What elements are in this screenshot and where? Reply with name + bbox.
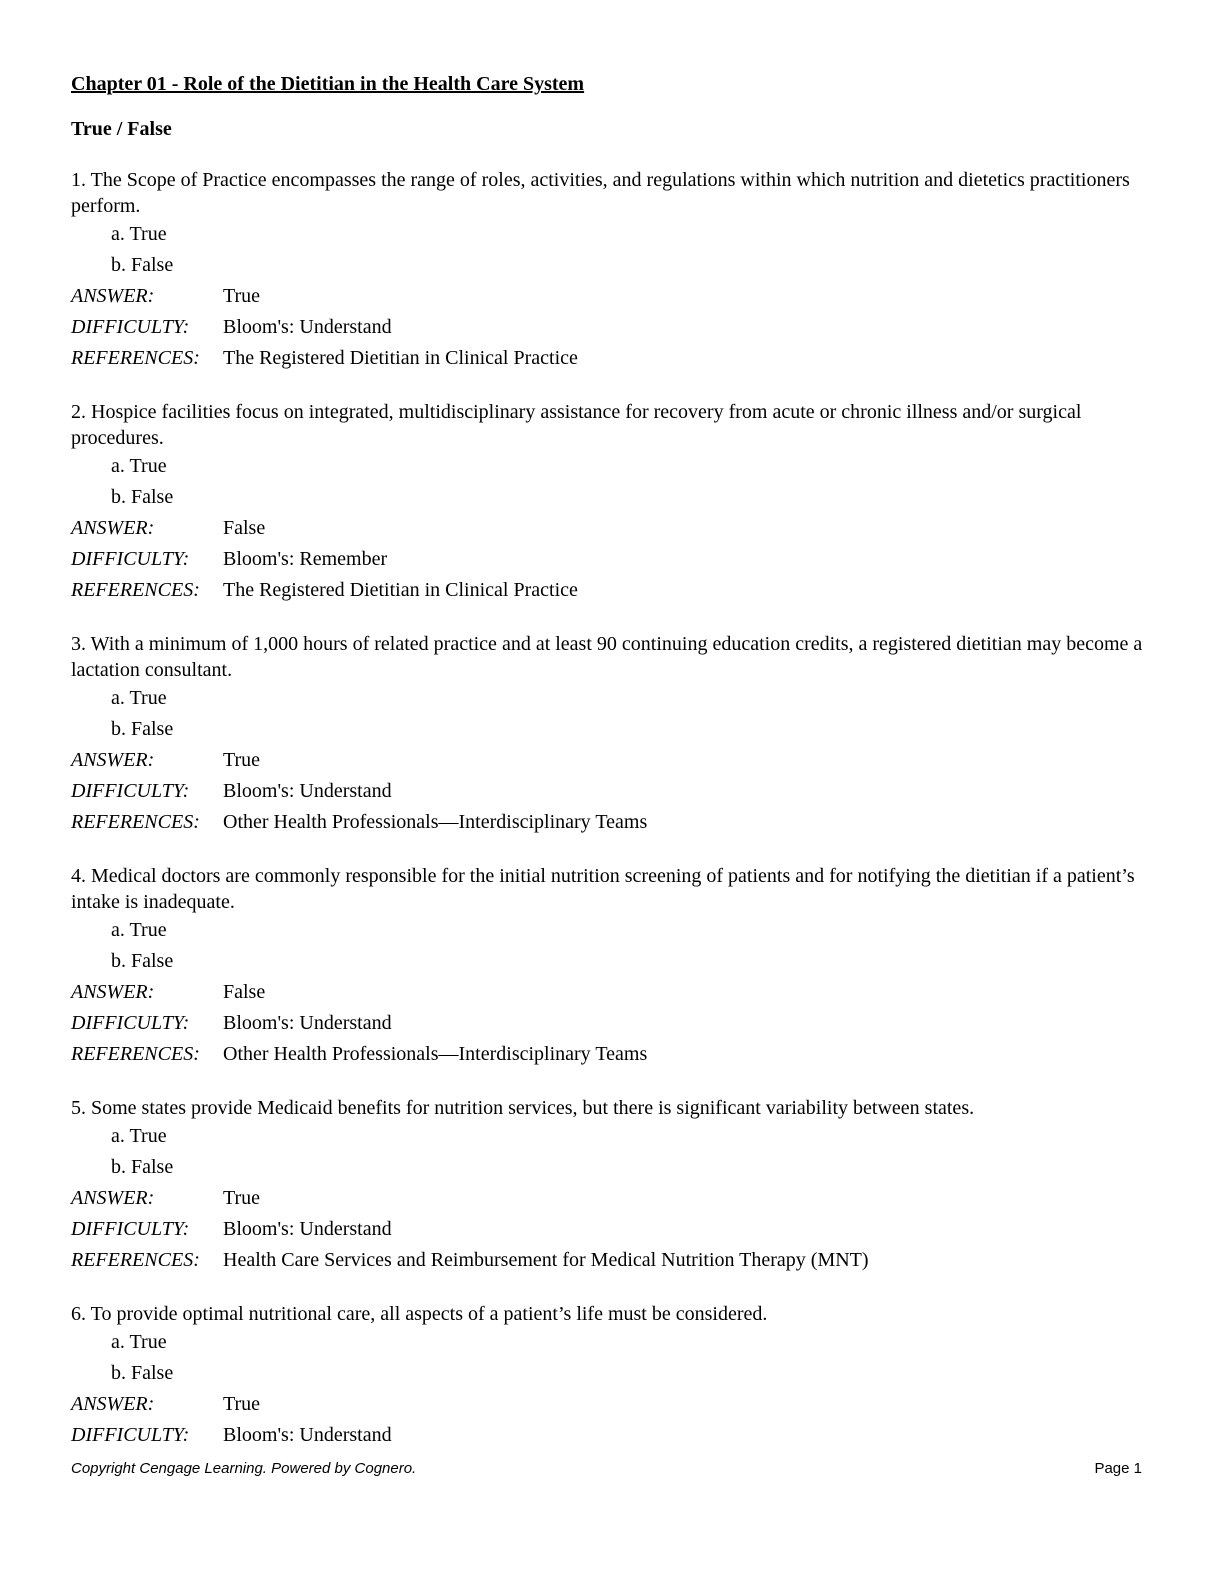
answer-choice: b. False — [111, 254, 174, 276]
answer-row — [71, 977, 1146, 1008]
difficulty-row — [71, 776, 1146, 807]
answer-label: ANSWER: — [71, 981, 155, 1003]
difficulty-label: DIFFICULTY: — [71, 1424, 190, 1446]
references-value: Other Health Professionals—Interdisciplinary Teams — [223, 1043, 648, 1065]
chapter-title: Chapter 01 - Role of the Dietitian in the Health Care System — [71, 73, 585, 95]
references-row — [71, 575, 1146, 606]
references-value: Health Care Services and Reimbursement for Medical Nutrition Therapy (MNT) — [223, 1249, 869, 1271]
references-label: REFERENCES: — [71, 579, 200, 601]
answer-row — [71, 1183, 1146, 1214]
difficulty-label: DIFFICULTY: — [71, 780, 190, 802]
references-row — [71, 807, 1146, 838]
question-text: 6. To provide optimal nutritional care, all aspects of a patient’s life must be considered. — [71, 1303, 768, 1325]
question-item — [71, 399, 1146, 606]
answer-choice: a. True — [111, 687, 167, 709]
difficulty-value: Bloom's: Understand — [223, 1424, 392, 1446]
answer-label: ANSWER: — [71, 749, 155, 771]
copyright-text: Copyright Cengage Learning. Powered by Cognero. — [71, 1460, 417, 1477]
difficulty-value: Bloom's: Understand — [223, 316, 392, 338]
question-item — [71, 167, 1146, 374]
difficulty-row — [71, 544, 1146, 575]
answer-value: True — [223, 1187, 261, 1209]
answer-choice: b. False — [111, 1156, 174, 1178]
question-text: 1. The Scope of Practice encompasses the range of roles, activities, and regulations within which nutrition and dietetics practitioners perform. — [71, 169, 1130, 217]
answer-label: ANSWER: — [71, 1393, 155, 1415]
question-text: 5. Some states provide Medicaid benefits for nutrition services, but there is significant variability between states. — [71, 1097, 975, 1119]
answer-label: ANSWER: — [71, 517, 155, 539]
references-label: REFERENCES: — [71, 811, 200, 833]
difficulty-row — [71, 1214, 1146, 1245]
difficulty-row — [71, 312, 1146, 343]
difficulty-value: Bloom's: Understand — [223, 780, 392, 802]
answer-label: ANSWER: — [71, 285, 155, 307]
answer-choice: a. True — [111, 919, 167, 941]
answer-choice: a. True — [111, 1125, 167, 1147]
answer-value: False — [223, 517, 266, 539]
references-label: REFERENCES: — [71, 1249, 200, 1271]
page-footer — [71, 1460, 1142, 1477]
references-label: REFERENCES: — [71, 347, 200, 369]
section-title: True / False — [71, 118, 172, 140]
answer-choice: a. True — [111, 223, 167, 245]
answer-choice: b. False — [111, 486, 174, 508]
difficulty-label: DIFFICULTY: — [71, 548, 190, 570]
answer-choice: b. False — [111, 1362, 174, 1384]
answer-value: False — [223, 981, 266, 1003]
question-item — [71, 631, 1146, 838]
difficulty-label: DIFFICULTY: — [71, 316, 190, 338]
question-item — [71, 1301, 1146, 1451]
references-row — [71, 343, 1146, 374]
answer-row — [71, 281, 1146, 312]
answer-row — [71, 513, 1146, 544]
references-row — [71, 1245, 1146, 1276]
question-item — [71, 1095, 1146, 1276]
difficulty-value: Bloom's: Understand — [223, 1218, 392, 1240]
question-list — [71, 167, 1146, 1451]
answer-row — [71, 1389, 1146, 1420]
document-page — [71, 70, 1146, 1476]
difficulty-label: DIFFICULTY: — [71, 1218, 190, 1240]
answer-choice: b. False — [111, 718, 174, 740]
question-text: 4. Medical doctors are commonly responsible for the initial nutrition screening of patients and for notifying the dietitian if a patient’s intake is inadequate. — [71, 865, 1135, 913]
references-value: The Registered Dietitian in Clinical Practice — [223, 347, 578, 369]
question-text: 3. With a minimum of 1,000 hours of related practice and at least 90 continuing education credits, a registered dietitian may become a lactation consultant. — [71, 633, 1143, 681]
difficulty-value: Bloom's: Remember — [223, 548, 388, 570]
references-value: The Registered Dietitian in Clinical Practice — [223, 579, 578, 601]
difficulty-row — [71, 1420, 1146, 1451]
difficulty-row — [71, 1008, 1146, 1039]
page-number: Page 1 — [1094, 1460, 1142, 1477]
references-value: Other Health Professionals—Interdisciplinary Teams — [223, 811, 648, 833]
answer-label: ANSWER: — [71, 1187, 155, 1209]
answer-choice: b. False — [111, 950, 174, 972]
answer-value: True — [223, 285, 261, 307]
difficulty-value: Bloom's: Understand — [223, 1012, 392, 1034]
answer-value: True — [223, 1393, 261, 1415]
answer-choice: a. True — [111, 455, 167, 477]
answer-choice: a. True — [111, 1331, 167, 1353]
question-text: 2. Hospice facilities focus on integrated, multidisciplinary assistance for recovery from acute or chronic illness and/or surgical procedures. — [71, 401, 1082, 449]
difficulty-label: DIFFICULTY: — [71, 1012, 190, 1034]
question-item — [71, 863, 1146, 1070]
answer-row — [71, 745, 1146, 776]
references-row — [71, 1039, 1146, 1070]
references-label: REFERENCES: — [71, 1043, 200, 1065]
answer-value: True — [223, 749, 261, 771]
